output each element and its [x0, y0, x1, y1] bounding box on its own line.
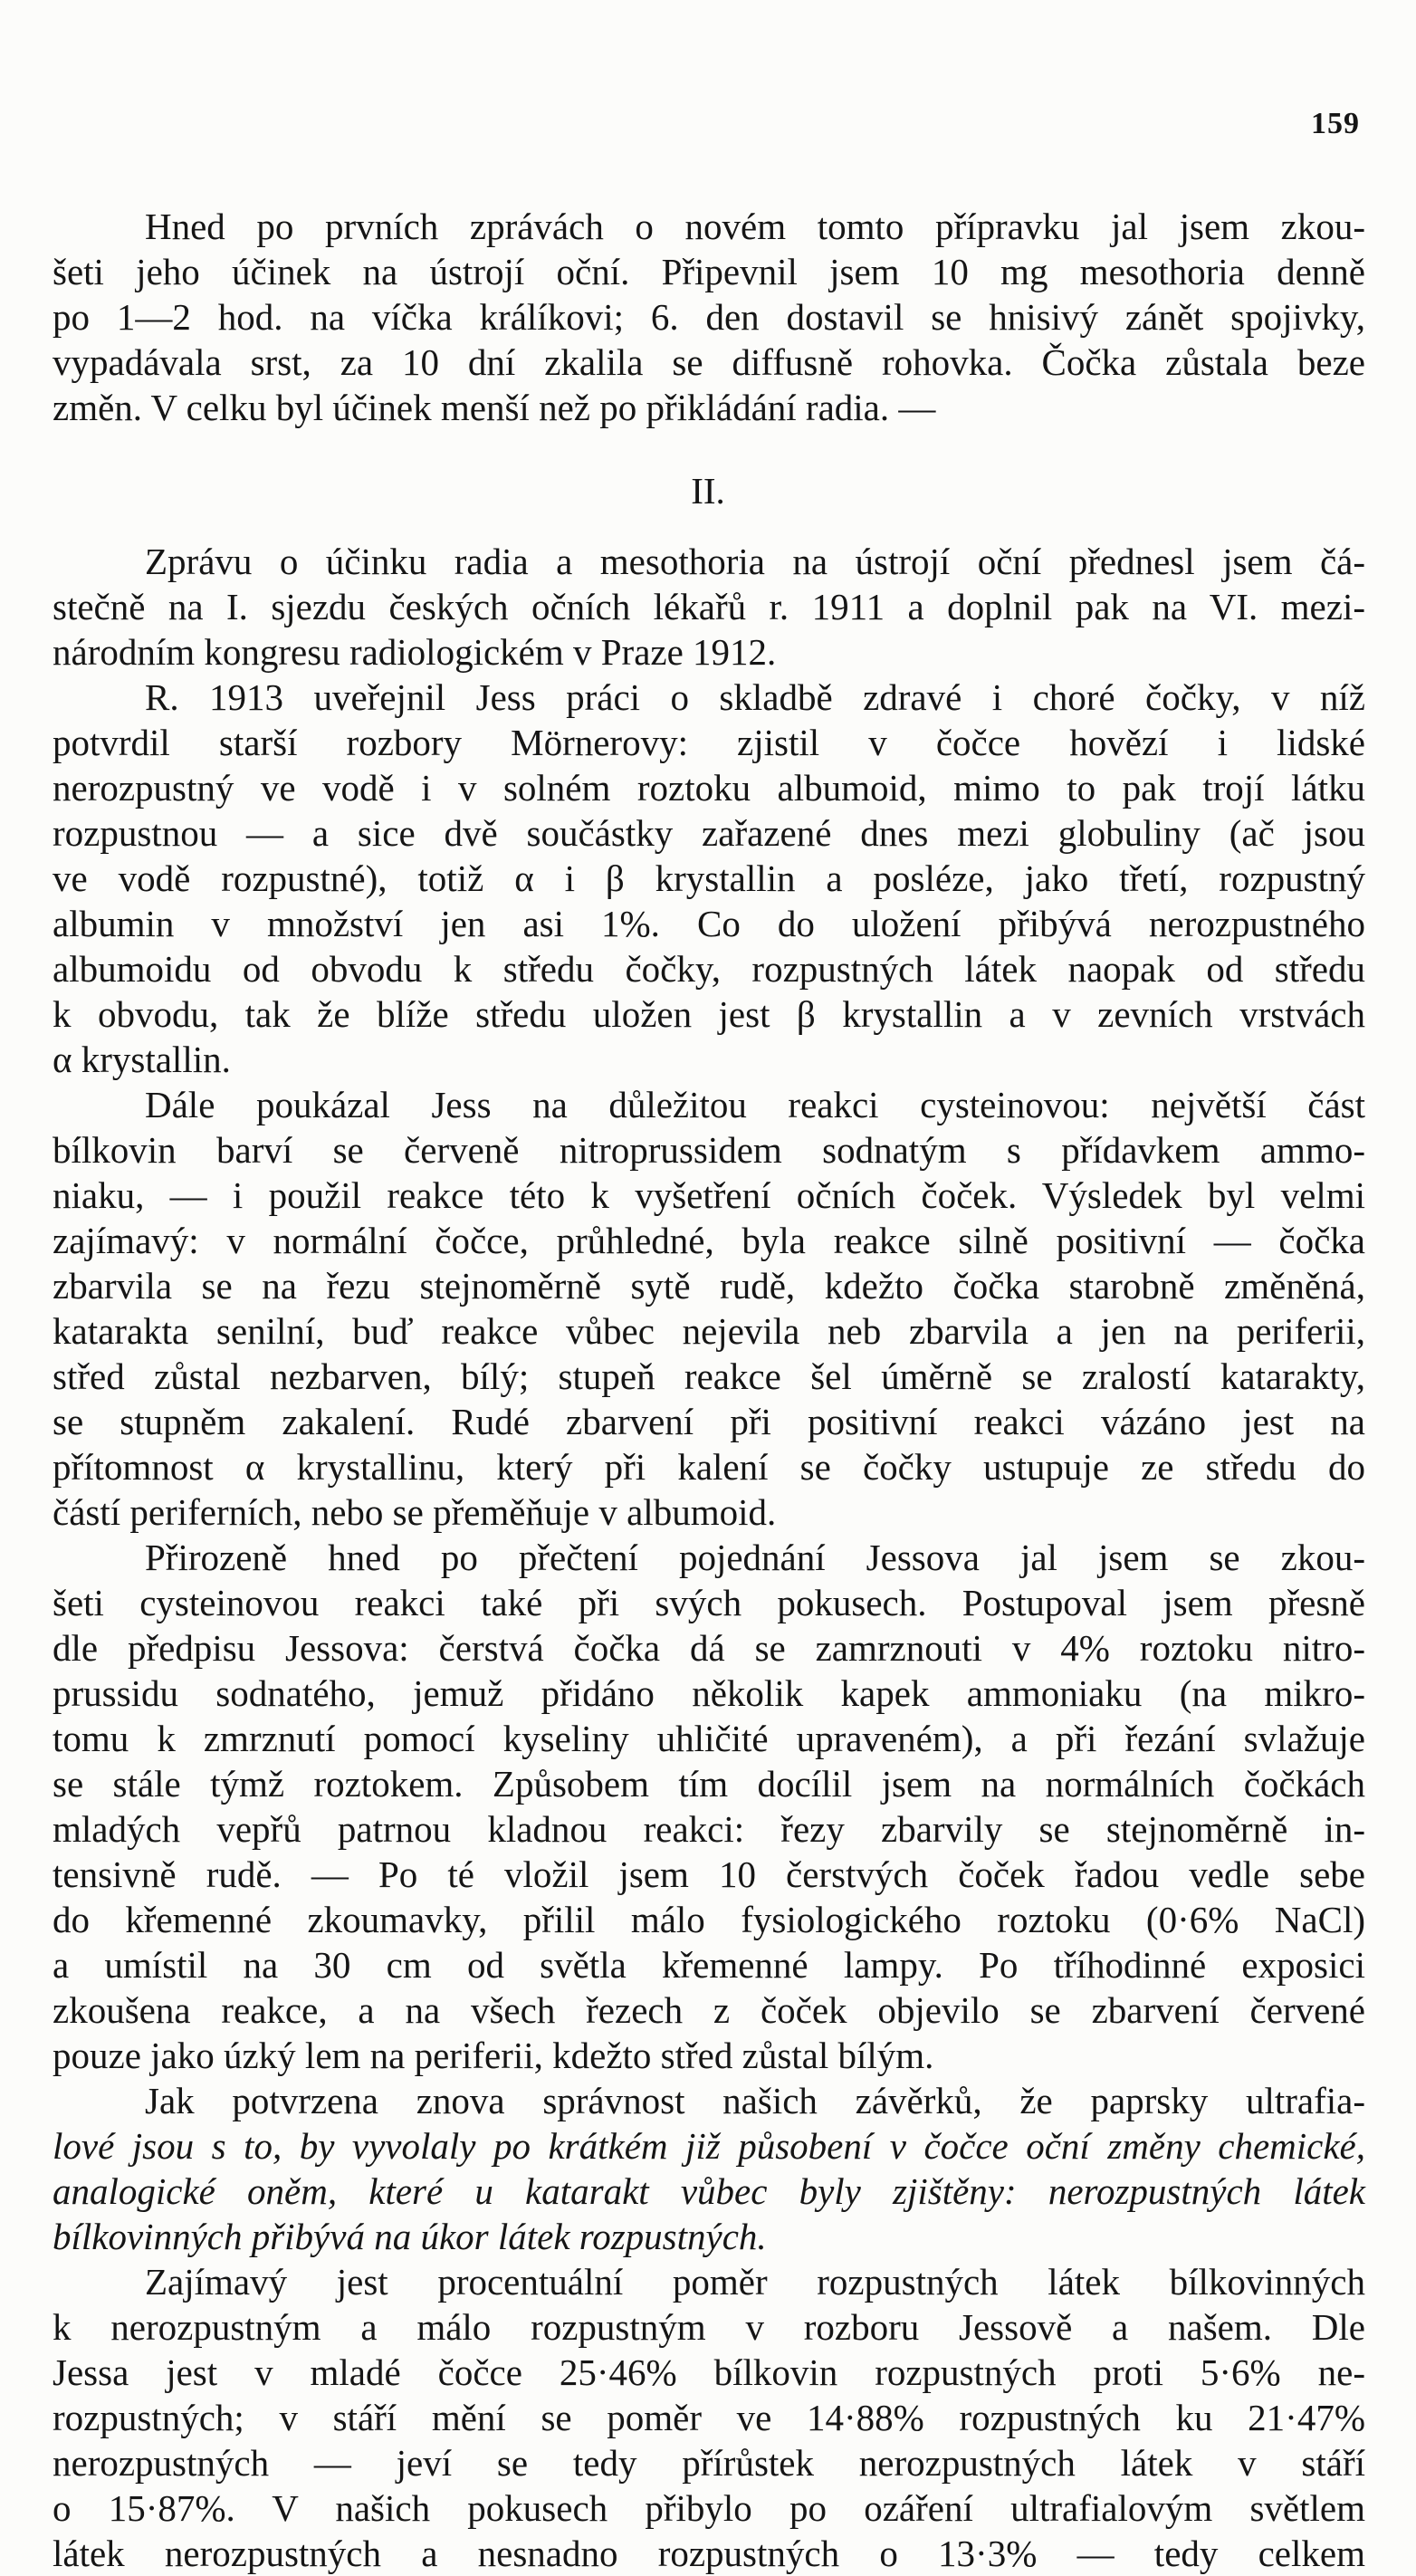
- text-line: bílkovin barví se červeně nitroprussidem sodnatým s přídavkem ammo-: [53, 1129, 1365, 1171]
- text-line: Zprávu o účinku radia a mesothoria na ústrojí oční přednesl jsem čá-: [145, 541, 1365, 582]
- text-line: albumin v množství jen asi 1%. Co do uložení přibývá nerozpustného: [53, 903, 1365, 944]
- text-line: Dále poukázal Jess na důležitou reakci cysteinovou: největší část: [145, 1084, 1365, 1125]
- text-line: Jak potvrzena znova správnost našich závěrků, že paprsky ultrafia-: [145, 2080, 1365, 2121]
- text-line: se stále týmž roztokem. Způsobem tím docílil jsem na normálních čočkách: [53, 1763, 1365, 1805]
- text-line: mladých vepřů patrnou kladnou reakci: řezy zbarvily se stejnoměrně in-: [53, 1808, 1365, 1850]
- text-line: se stupněm zakalení. Rudé zbarvení při positivní reakci vázáno jest na: [53, 1401, 1365, 1442]
- text-line: prussidu sodnatého, jemuž přidáno několik kapek ammoniaku (na mikro-: [53, 1672, 1365, 1714]
- text-line: šeti cysteinovou reakci také při svých pokusech. Postupoval jsem přesně: [53, 1582, 1365, 1623]
- text-line: tomu k zmrznutí pomocí kyseliny uhličité upraveném), a při řezání svlažuje: [53, 1718, 1365, 1759]
- text-line: nerozpustný ve vodě i v solném roztoku albumoid, mimo to pak trojí látku: [53, 767, 1365, 809]
- text-line: a umístil na 30 cm od světla křemenné lampy. Po tříhodinné exposici: [53, 1944, 1365, 1986]
- text-line: zkoušena reakce, a na všech řezech z čoček objevilo se zbarvení červené: [53, 1989, 1365, 2031]
- text-line: Hned po prvních zprávách o novém tomto přípravku jal jsem zkou-: [145, 206, 1365, 247]
- page-number: 159: [1311, 107, 1360, 140]
- text-line: střed zůstal nezbarven, bílý; stupeň reakce šel úměrně se zralostí katarakty,: [53, 1355, 1365, 1397]
- text-line: zajímavý: v normální čočce, průhledné, byla reakce silně positivní — čočka: [53, 1220, 1365, 1261]
- text-line: vypadávala srst, za 10 dní zkalila se diffusně rohovka. Čočka zůstala beze: [53, 341, 1365, 383]
- text-line: Jessa jest v mladé čočce 25·46% bílkovin rozpustných proti 5·6% ne-: [53, 2351, 1365, 2393]
- text-line: tensivně rudě. — Po té vložil jsem 10 čerstvých čoček řadou vedle sebe: [53, 1853, 1365, 1895]
- text-line: k nerozpustným a málo rozpustným v rozboru Jessově a našem. Dle: [53, 2306, 1365, 2348]
- text-line: pouze jako úzký lem na periferii, kdežto střed zůstal bílým.: [53, 2035, 934, 2076]
- text-line: katarakta senilní, buď reakce vůbec nejevila neb zbarvila a jen na periferii,: [53, 1310, 1365, 1352]
- text-line: bílkovinných přibývá na úkor látek rozpustných.: [53, 2216, 767, 2257]
- text-line: rozpustnou — a sice dvě součástky zařazené dnes mezi globuliny (ač jsou: [53, 812, 1365, 854]
- text-line: částí periferních, nebo se přeměňuje v albumoid.: [53, 1491, 777, 1533]
- section-heading: II.: [691, 470, 725, 512]
- text-line: potvrdil starší rozbory Mörnerovy: zjistil v čočce hovězí i lidské: [53, 722, 1365, 763]
- text-line: o 15·87%. V našich pokusech přibylo po ozáření ultrafialovým světlem: [53, 2487, 1365, 2529]
- text-line: po 1—2 hod. na víčka králíkovi; 6. den dostavil se hnisivý zánět spojivky,: [53, 296, 1365, 338]
- text-line: ve vodě rozpustné), totiž α i β krystallin a posléze, jako třetí, rozpustný: [53, 857, 1365, 899]
- text-line: albumoidu od obvodu k středu čočky, rozpustných látek naopak od středu: [53, 948, 1365, 990]
- text-line: Zajímavý jest procentuální poměr rozpustných látek bílkovinných: [145, 2261, 1365, 2303]
- text-line: α krystallin.: [53, 1039, 231, 1080]
- text-line: národním kongresu radiologickém v Praze 1912.: [53, 631, 777, 673]
- text-line: lové jsou s to, by vyvolaly po krátkém již působení v čočce oční změny chemické,: [53, 2125, 1365, 2167]
- text-line: Přirozeně hned po přečtení pojednání Jessova jal jsem se zkou-: [145, 1537, 1365, 1578]
- text-line: dle předpisu Jessova: čerstvá čočka dá se zamrznouti v 4% roztoku nitro-: [53, 1627, 1365, 1669]
- text-line: analogické oněm, které u katarakt vůbec byly zjištěny: nerozpustných látek: [53, 2170, 1365, 2212]
- text-line: šeti jeho účinek na ústrojí oční. Připevnil jsem 10 mg mesothoria denně: [53, 251, 1365, 292]
- text-line: nerozpustných — jeví se tedy přírůstek nerozpustných látek v stáří: [53, 2442, 1365, 2484]
- text-line: rozpustných; v stáří mění se poměr ve 14·88% rozpustných ku 21·47%: [53, 2397, 1365, 2438]
- text-line: k obvodu, tak že blíže středu uložen jest β krystallin a v zevních vrstvách: [53, 993, 1365, 1035]
- text-line: do křemenné zkoumavky, přilil málo fysiologického roztoku (0·6% NaCl): [53, 1899, 1365, 1940]
- text-line: přítomnost α krystallinu, který při kalení se čočky ustupuje ze středu do: [53, 1446, 1365, 1488]
- text-line: zbarvila se na řezu stejnoměrně sytě rudě, kdežto čočka starobně změněná,: [53, 1265, 1365, 1307]
- text-line: R. 1913 uveřejnil Jess práci o skladbě zdravé i choré čočky, v níž: [145, 676, 1365, 718]
- text-line: změn. V celku byl účinek menší než po přikládání radia. —: [53, 387, 936, 428]
- text-line: látek nerozpustných a nesnadno rozpustných o 13·3% — tedy celkem: [53, 2533, 1365, 2574]
- text-line: stečně na I. sjezdu českých očních lékařů r. 1911 a doplnil pak na VI. mezi-: [53, 586, 1365, 627]
- text-line: niaku, — i použil reakce této k vyšetření očních čoček. Výsledek byl velmi: [53, 1174, 1365, 1216]
